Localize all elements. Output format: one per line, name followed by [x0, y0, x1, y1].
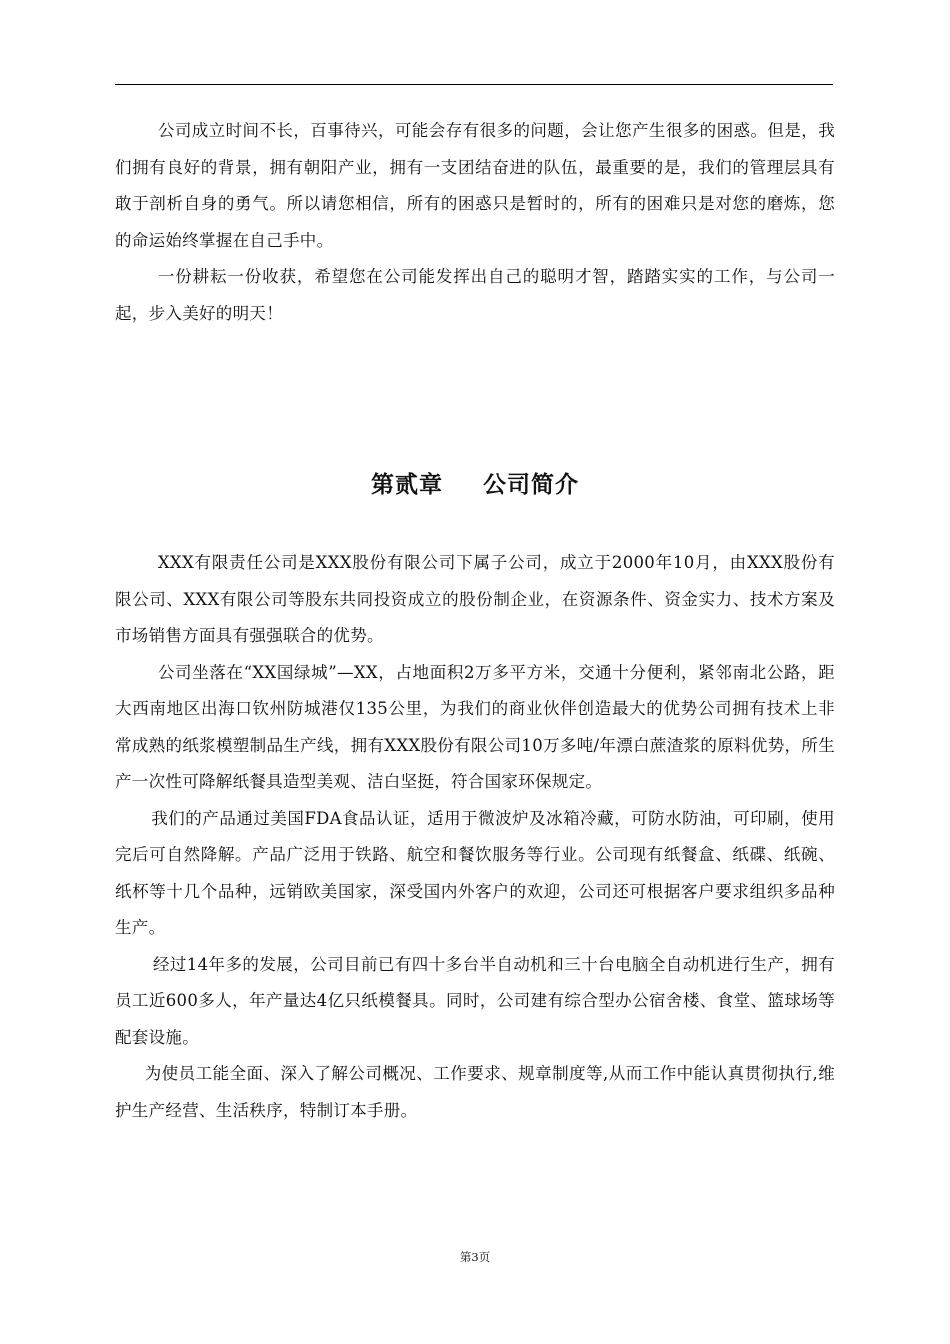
intro-paragraph-1: 公司成立时间不长，百事待兴，可能会存有很多的问题，会让您产生很多的困惑。但是，我们拥有良好的背景，拥有朝阳产业，拥有一支团结奋进的队伍，最重要的是，我们的管理层具有敢于剖析自身的勇气。所以请您相信，所有的困惑只是暂时的，所有的困难只是对您的磨炼，您的命运始终掌握在自己手中。 [115, 121, 835, 250]
chapter-body [115, 545, 835, 1129]
intro-paragraph-2: 一份耕耘一份收获，希望您在公司能发挥出自己的聪明才智，踏踏实实的工作，与公司一起，步入美好的明天！ [115, 267, 835, 323]
page-number: 第3页 [459, 1250, 491, 1264]
chapter-heading [0, 466, 950, 499]
chapter-title: 公司简介 [483, 472, 579, 498]
chapter-number: 第贰章 [371, 472, 443, 498]
intro-section [115, 113, 835, 332]
body-paragraph-3: 我们的产品通过美国FDA食品认证，适用于微波炉及冰箱冷藏，可防水防油，可印刷，使用完后可自然降解。产品广泛用于铁路、航空和餐饮服务等行业。公司现有纸餐盒、纸碟、纸碗、纸杯等十几个品种，远销欧美国家，深受国内外客户的欢迎，公司还可根据客户要求组织多品种生产。 [115, 808, 835, 937]
header-rule [115, 84, 833, 85]
body-paragraph-5: 为使员工能全面、深入了解公司概况、工作要求、规章制度等,从而工作中能认真贯彻执行,维护生产经营、生活秩序，特制订本手册。 [115, 1064, 835, 1120]
body-paragraph-4: 经过14年多的发展，公司目前已有四十多台半自动机和三十台电脑全自动机进行生产，拥有员工近600多人，年产量达4亿只纸模餐具。同时，公司建有综合型办公宿舍楼、食堂、篮球场等配套设施。 [115, 954, 835, 1047]
body-paragraph-2: 公司坐落在“XX国绿城”—XX，占地面积2万多平方米，交通十分便利，紧邻南北公路，距大西南地区出海口钦州防城港仅135公里，为我们的商业伙伴创造最大的优势公司拥有技术上非常成熟的纸浆模塑制品生产线，拥有XXX股份有限公司10万多吨/年漂白蔗渣浆的原料优势，所生产一次性可降解纸餐具造型美观、洁白坚挺，符合国家环保规定。 [115, 662, 835, 791]
body-paragraph-1: XXX有限责任公司是XXX股份有限公司下属子公司，成立于2000年10月，由XXX股份有限公司、XXX有限公司等股东共同投资成立的股份制企业，在资源条件、资金实力、技术方案及市场销售方面具有强强联合的优势。 [115, 553, 835, 645]
